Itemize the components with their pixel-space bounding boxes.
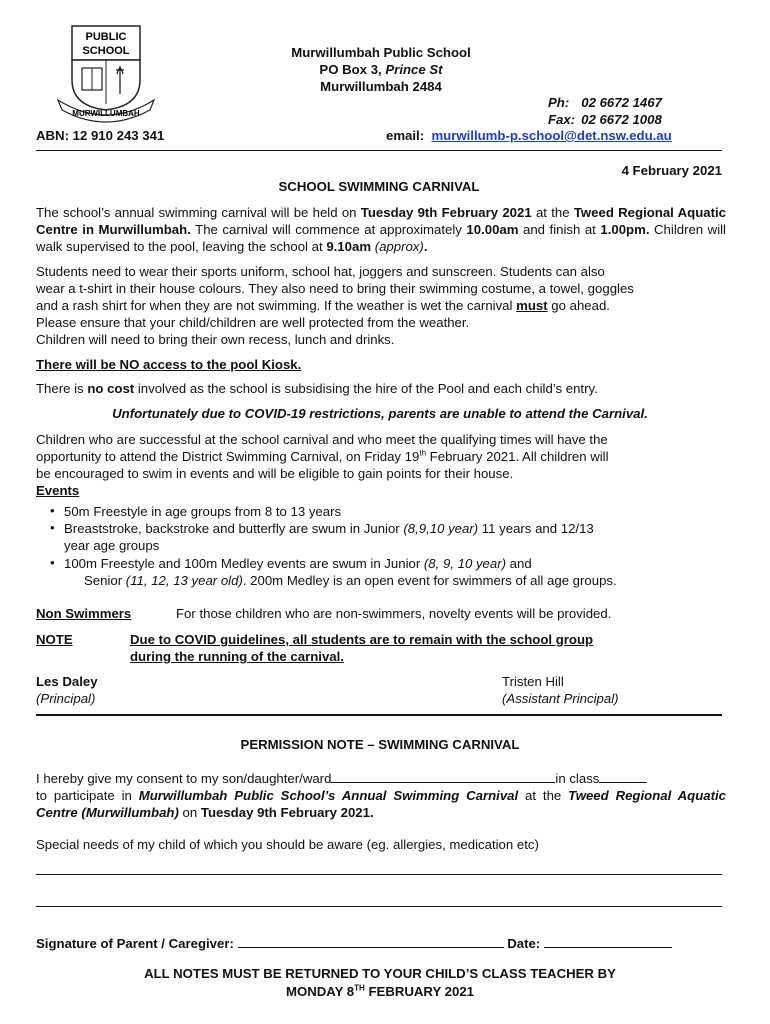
signature-line <box>36 935 724 952</box>
p1-text: . <box>423 239 428 254</box>
carnival-date: Tuesday 9th February 2021. <box>200 805 374 820</box>
event-item: 50m Freestyle in age groups from 8 to 13 years <box>64 504 342 519</box>
must-emphasis: must <box>516 298 548 313</box>
no-cost: no cost <box>87 381 135 396</box>
school-crest-logo <box>50 18 162 124</box>
event-item-cont <box>84 572 724 589</box>
phone-line <box>548 94 662 111</box>
approx-note: (approx) <box>371 239 424 254</box>
fax-line <box>548 111 662 128</box>
carnival-name: Murwillumbah Public School’s Annual Swimming Carnival <box>138 788 519 803</box>
phone-number: 02 6672 1467 <box>581 95 662 110</box>
p3-line: Children who are successful at the school carnival and who meet the qualifying times will have the <box>36 432 608 447</box>
address-line-1 <box>256 61 506 78</box>
street: Prince St <box>385 62 443 77</box>
letter-title: SCHOOL SWIMMING CARNIVAL <box>278 179 480 194</box>
assistant-principal-name: Tristen Hill <box>502 674 564 689</box>
consent-line <box>36 770 724 787</box>
perm-text: to participate in <box>36 788 139 803</box>
footer-line-2 <box>36 983 724 1000</box>
signature-field[interactable] <box>238 935 504 948</box>
footer-text: MONDAY 8 <box>285 984 355 999</box>
contact-numbers <box>548 94 662 128</box>
consent-text: I hereby give my consent to my son/daughter/ward <box>36 771 332 786</box>
school-address <box>256 44 506 95</box>
event-text: 11 years and 12/13 <box>478 521 594 536</box>
p3-text: February 2021. All children will <box>426 449 609 464</box>
perm-text: at the <box>518 788 569 803</box>
event-ages: (8,9,10 year) <box>403 521 479 536</box>
note-text: during the running of the carnival. <box>130 649 344 664</box>
venue: Tweed <box>573 205 614 220</box>
event-ages: (8, 9, 10 year) <box>423 556 506 571</box>
leave-time: 9.10am <box>326 239 372 254</box>
assistant-principal-role: (Assistant Principal) <box>502 691 619 706</box>
letter-date: 4 February 2021 <box>621 163 722 178</box>
p2-text: go ahead. <box>547 298 610 313</box>
kiosk-notice: There will be NO access to the pool Kiosk. <box>36 357 302 372</box>
logo-text-school: SCHOOL <box>82 45 130 57</box>
events-heading: Events <box>36 483 80 498</box>
email-line <box>386 127 672 144</box>
header-divider <box>36 150 722 151</box>
p3-text: opportunity to attend the District Swimming Carnival, on Friday 19 <box>36 449 420 464</box>
p2-line: wear a t-shirt in their house colours. They also need to bring their swimming costume, a towel, goggles <box>36 281 634 296</box>
permission-title: PERMISSION NOTE – SWIMMING CARNIVAL <box>240 737 520 752</box>
superscript: th <box>419 448 427 458</box>
footer-line-1: ALL NOTES MUST BE RETURNED TO YOUR CHILD’S CLASS TEACHER BY <box>144 966 616 981</box>
special-needs-prompt: Special needs of my child of which you should be aware (eg. allergies, medication etc) <box>36 837 539 852</box>
po-box: PO Box 3, <box>319 62 386 77</box>
p2-line: Children will need to bring their own recess, lunch and drinks. <box>36 332 395 347</box>
cost-text: There is <box>36 381 88 396</box>
finish-time: 1.00pm. <box>600 222 650 237</box>
p1-text: The carnival will commence at approximately <box>190 222 467 237</box>
cost-notice <box>36 380 724 397</box>
event-text: Breaststroke, backstroke and butterfly are swum in Junior <box>64 521 404 536</box>
superscript: TH <box>354 983 365 993</box>
p1-text: The school’s annual swimming carnival will be held on <box>36 205 361 220</box>
cost-text: involved as the school is subsidising the hire of the Pool and each child’s entry. <box>134 381 598 396</box>
address-line-2: Murwillumbah 2484 <box>320 79 442 94</box>
phone-label: Ph: <box>548 95 570 110</box>
abn: ABN: 12 910 243 341 <box>36 128 165 143</box>
event-item-cont: year age groups <box>64 538 160 553</box>
carnival-date: Tuesday 9th February 2021 <box>360 205 532 220</box>
note-label: NOTE <box>36 632 73 647</box>
p2-line: Please ensure that your child/children are well protected from the weather. <box>36 315 470 330</box>
signature-label: Signature of Parent / Caregiver: <box>36 936 234 951</box>
fax-label: Fax: <box>548 112 576 127</box>
p1-text: Children will walk supervised to the pool, leaving the school at <box>36 222 726 254</box>
date-label: Date: <box>507 936 541 951</box>
principal-role: (Principal) <box>36 691 96 706</box>
class-field[interactable] <box>599 770 647 783</box>
venue: Regional Aquatic Centre (Murwillumbah) <box>36 788 726 820</box>
event-text: and <box>506 556 532 571</box>
bullet-icon: • <box>50 520 55 535</box>
p2-line <box>36 297 724 314</box>
child-name-field[interactable] <box>331 770 555 783</box>
perm-text: on <box>178 805 201 820</box>
special-needs-field-1[interactable] <box>36 874 722 875</box>
non-swimmers-text: For those children who are non-swimmers, novelty events will be provided. <box>176 606 612 621</box>
cut-line <box>36 714 722 716</box>
intro-paragraph <box>36 204 726 255</box>
principal-name: Les Daley <box>36 674 98 689</box>
p1-text: and finish at <box>523 222 601 237</box>
special-needs-field-2[interactable] <box>36 906 722 907</box>
bullet-icon: • <box>50 503 55 518</box>
p2-text: and a rash shirt for when they are not swimming. If the weather is wet the carnival <box>36 298 517 313</box>
email-label: email: <box>386 128 425 143</box>
bullet-icon: • <box>50 555 55 570</box>
event-ages: (11, 12, 13 year old) <box>125 573 243 588</box>
venue: Tweed <box>568 788 609 803</box>
event-text: 100m Freestyle and 100m Medley events are swum in Junior <box>64 556 424 571</box>
event-item <box>64 555 724 572</box>
logo-text-public: PUBLIC <box>85 31 127 43</box>
p2-line: Students need to wear their sports uniform, school hat, joggers and sunscreen. Students can also <box>36 264 605 279</box>
logo-ribbon-text: MURWILLUMBAH <box>72 109 140 118</box>
non-swimmers-label: Non Swimmers <box>36 606 132 621</box>
school-name: Murwillumbah Public School <box>291 45 471 60</box>
date-field[interactable] <box>544 935 672 948</box>
event-item <box>64 520 724 537</box>
fax-number: 02 6672 1008 <box>581 112 662 127</box>
email-link[interactable]: murwillumb-p.school@det.nsw.edu.au <box>431 128 672 143</box>
footer-text: FEBRUARY 2021 <box>364 984 475 999</box>
event-text: . 200m Medley is an open event for swimmers of all age groups. <box>242 573 617 588</box>
event-text: Senior <box>84 573 126 588</box>
venue: Regional Aquatic Centre in Murwillumbah. <box>36 205 726 237</box>
p3-line: be encouraged to swim in events and will be eligible to gain points for their house. <box>36 466 514 481</box>
note-text: Due to COVID guidelines, all students are to remain with the school group <box>130 632 594 647</box>
covid-notice: Unfortunately due to COVID-19 restrictions, parents are unable to attend the Carnival. <box>112 406 648 421</box>
consent-text: in class <box>555 771 600 786</box>
start-time: 10.00am <box>466 222 519 237</box>
p3-line <box>36 448 724 465</box>
p1-text: at the <box>531 205 574 220</box>
permission-paragraph <box>36 787 726 821</box>
